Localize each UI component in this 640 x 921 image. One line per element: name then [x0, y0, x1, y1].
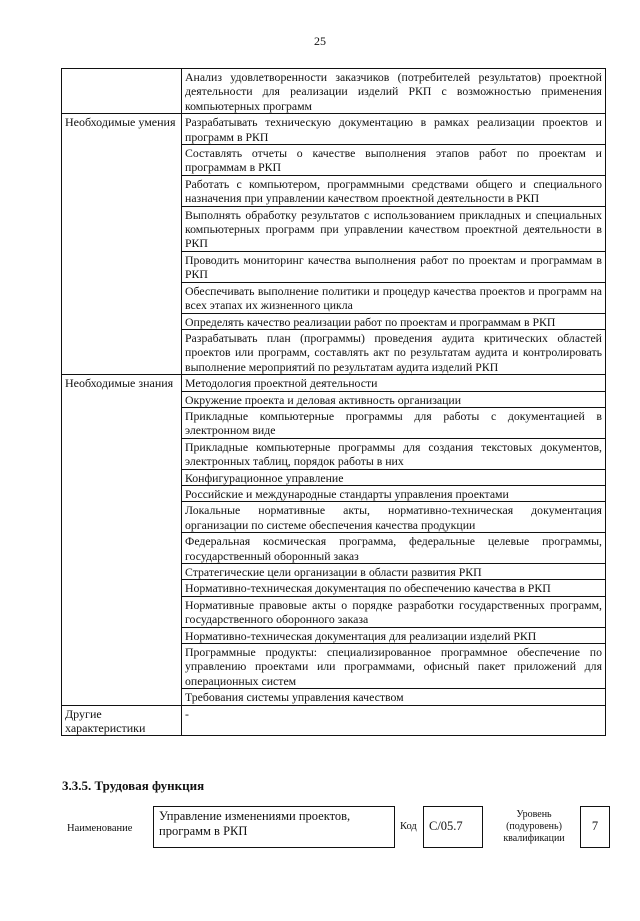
requirement-item: Разрабатывать план (программы) проведения аудита критических областей проектов или программ, составлять акт по результатам аудита и контролировать выполнение мероприятий по результатам аудита изделий РКП: [182, 329, 606, 374]
requirement-item: Окружение проекта и деловая активность организации: [182, 391, 606, 407]
requirement-item: Нормативно-техническая документация для реализации изделий РКП: [182, 627, 606, 643]
requirement-item: Проводить мониторинг качества выполнения работ по проектам и программам в РКП: [182, 251, 606, 282]
table-row: [62, 705, 606, 735]
section-title: 3.3.5. Трудовая функция: [62, 778, 205, 793]
requirement-item: Анализ удовлетворенности заказчиков (потребителей результатов) проектной деятельности для реализации изделий РКП с возможностью применения компьютерных программ: [182, 69, 606, 114]
table-row: [62, 375, 606, 391]
labor-function-row: [62, 806, 610, 852]
requirement-item: Российские и международные стандарты управления проектами: [182, 485, 606, 501]
requirement-item: Прикладные компьютерные программы для работы с документацией в электронном виде: [182, 407, 606, 438]
row-label: [62, 69, 182, 114]
requirement-item: Методология проектной деятельности: [182, 375, 606, 391]
requirement-item: Обеспечивать выполнение политики и процедур качества проектов и программ на всех этапах их жизненного цикла: [182, 282, 606, 313]
requirement-item: Нормативно-техническая документация по обеспечению качества в РКП: [182, 580, 606, 596]
requirement-item: Федеральная космическая программа, федеральные целевые программы, государственный оборонный заказ: [182, 533, 606, 564]
requirement-item: Нормативные правовые акты о порядке разработки государственных программ, государственного оборонного заказа: [182, 596, 606, 627]
requirement-item: Определять качество реализации работ по проектам и программам в РКП: [182, 313, 606, 329]
requirement-item: Прикладные компьютерные программы для создания текстовых документов, электронных таблиц, порядок работы в них: [182, 438, 606, 469]
qualification-level-box: 7: [580, 806, 610, 848]
requirement-item: Локальные нормативные акты, нормативно-техническая документация организации по системе обеспечения качества продукции: [182, 502, 606, 533]
requirements-table: [61, 68, 606, 736]
row-label: Необходимые знания: [62, 375, 182, 706]
table-row: [62, 69, 606, 114]
table-row: [62, 114, 606, 145]
name-label: Наименование: [67, 823, 133, 834]
requirement-item: Работать с компьютером, программными средствами общего и специального назначения при управлении качеством проектной деятельности в РКП: [182, 175, 606, 206]
requirement-item: Разрабатывать техническую документацию в рамках реализации проектов и программ в РКП: [182, 114, 606, 145]
name-value-box: Управление изменениями проектов, программ в РКП: [153, 806, 395, 848]
code-label: Код: [400, 821, 417, 832]
requirement-item: Программные продукты: специализированное программное обеспечение по управлению проектами или программами, офисный пакет приложений для операционных систем: [182, 644, 606, 689]
requirements-table-body: [62, 69, 606, 736]
requirement-item: Стратегические цели организации в области развития РКП: [182, 564, 606, 580]
row-label: Необходимые умения: [62, 114, 182, 375]
requirement-item: Выполнять обработку результатов с использованием прикладных и специальных компьютерных программ при управлении качеством проектной деятельности в РКП: [182, 206, 606, 251]
requirement-item: Требования системы управления качеством: [182, 689, 606, 705]
requirement-item: Конфигурационное управление: [182, 469, 606, 485]
requirement-item: -: [182, 705, 606, 735]
code-value-box: C/05.7: [423, 806, 483, 848]
qualification-level-label: Уровень (подуровень) квалификации: [503, 809, 565, 844]
requirement-item: Составлять отчеты о качестве выполнения этапов работ по проектам и программам в РКП: [182, 145, 606, 176]
row-label: Другие характеристики: [62, 705, 182, 735]
page-number: 25: [314, 34, 326, 48]
